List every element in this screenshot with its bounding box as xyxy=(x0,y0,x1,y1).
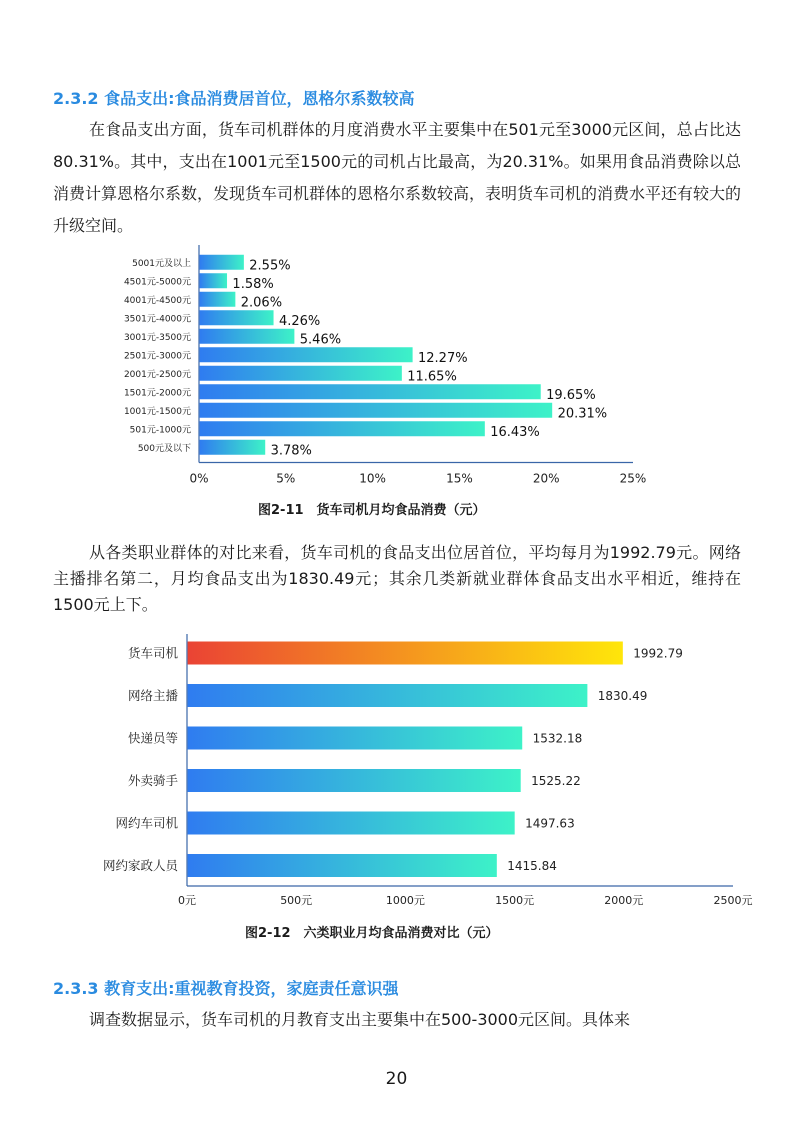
chart1-x-tick-label: 20% xyxy=(532,471,560,486)
chart1-category-label: 5001元及以上 xyxy=(132,258,191,269)
chart1-bar xyxy=(200,403,553,418)
occupation-food-comparison-chart xyxy=(0,632,793,912)
chart2-x-tick-label: 2000元 xyxy=(604,894,644,907)
chart2-bar xyxy=(188,684,588,707)
chart2-category-label: 网约家政人员 xyxy=(102,858,178,873)
chart1-category-label: 500元及以下 xyxy=(137,443,191,454)
chart1-data-label: 5.46% xyxy=(299,332,342,348)
chart2-category-label: 快递员等 xyxy=(127,730,178,746)
chart1-x-tick-label: 15% xyxy=(446,471,473,486)
comparison-paragraph: 从各类职业群体的对比来看，货车司机的食品支出位居首位，平均每月为1992.79元。网络主播排名第二，月均食品支出为1830.49元；其余几类新就业群体食品支出水平相近，维持在1500元上下。 xyxy=(53,543,741,614)
chart1-category-label: 4001元-4500元 xyxy=(123,295,191,306)
chart1-category-label: 2001元-2500元 xyxy=(123,369,191,380)
chart1-category-label: 3001元-3500元 xyxy=(123,332,191,343)
chart1-data-label: 12.27% xyxy=(418,350,468,366)
chart1-data-label: 4.26% xyxy=(278,313,321,329)
chart1-data-label: 20.31% xyxy=(557,406,608,422)
chart2-category-label: 货车司机 xyxy=(127,645,178,661)
chart1-data-label: 16.43% xyxy=(490,424,540,440)
chart1-category-label: 1501元-2000元 xyxy=(123,388,191,399)
chart2-category-label: 网约车司机 xyxy=(115,815,178,831)
chart2-category-label: 外卖骑手 xyxy=(127,773,178,788)
chart2-data-label: 1497.63 xyxy=(525,816,575,831)
chart1-data-label: 3.78% xyxy=(270,443,312,459)
chart1-category-label: 4501元-5000元 xyxy=(123,277,191,288)
chart1-data-label: 11.65% xyxy=(407,369,457,385)
chart1-x-tick-label: 25% xyxy=(619,471,647,486)
chart1-x-tick-label: 10% xyxy=(359,471,386,486)
chart1-data-label: 19.65% xyxy=(546,387,596,403)
chart2-x-tick-label: 0元 xyxy=(178,894,196,907)
chart2-data-label: 1992.79 xyxy=(633,646,683,661)
chart1-bar xyxy=(200,366,402,381)
education-paragraph: 调查数据显示，货车司机的月教育支出主要集中在500-3000元区间。具体来 xyxy=(89,1010,631,1029)
chart1-data-label: 1.58% xyxy=(232,276,274,292)
section-heading-food: 2.3.2 食品支出:食品消费居首位，恩格尔系数较高 xyxy=(53,89,415,108)
chart1-category-label: 3501元-4000元 xyxy=(123,314,191,325)
chart2-data-label: 1525.22 xyxy=(531,774,581,788)
chart2-x-tick-label: 1000元 xyxy=(385,894,425,907)
chart1-bar xyxy=(200,347,413,362)
chart2-bar xyxy=(188,642,623,665)
chart2-x-tick-label: 2500元 xyxy=(713,894,753,907)
chart1-data-label: 2.06% xyxy=(240,295,283,311)
chart2-bar xyxy=(188,769,521,792)
chart1-bar xyxy=(200,421,485,436)
chart2-x-tick-label: 500元 xyxy=(280,894,313,907)
chart1-category-label: 1001元-1500元 xyxy=(123,406,191,417)
chart1-data-label: 2.55% xyxy=(249,258,291,274)
chart1-bar xyxy=(200,384,541,399)
chart1-caption: 图2-11 货车司机月均食品消费（元） xyxy=(258,503,486,518)
page-number: 20 xyxy=(385,1069,408,1089)
chart2-bar xyxy=(188,812,515,835)
chart2-data-label: 1830.49 xyxy=(597,689,648,703)
chart2-bar xyxy=(188,854,497,877)
chart2-data-label: 1415.84 xyxy=(507,859,557,873)
chart2-category-label: 网络主播 xyxy=(127,688,178,703)
chart2-caption: 图2-12 六类职业月均食品消费对比（元） xyxy=(245,926,499,941)
chart1-category-label: 2501元-3000元 xyxy=(123,351,191,362)
chart1-x-tick-label: 5% xyxy=(276,471,296,486)
chart1-bar xyxy=(200,255,244,270)
food-expense-distribution-chart xyxy=(0,240,793,500)
section-heading-education: 2.3.3 教育支出:重视教育投资，家庭责任意识强 xyxy=(53,979,399,998)
chart1-bar xyxy=(200,273,227,288)
chart2-bar xyxy=(188,727,523,750)
chart1-bar xyxy=(200,310,274,325)
chart1-category-label: 501元-1000元 xyxy=(129,425,191,436)
chart1-bar xyxy=(200,292,236,307)
chart2-data-label: 1532.18 xyxy=(532,731,583,746)
chart1-bar xyxy=(200,329,295,344)
chart2-x-tick-label: 1500元 xyxy=(495,894,535,907)
chart1-bar xyxy=(200,440,266,455)
food-paragraph: 在食品支出方面，货车司机群体的月度消费水平主要集中在501元至3000元区间，总占比达80.31%。其中，支出在1001元至1500元的司机占比最高，为20.31%。如果用食品消费除以总消费计算恩格尔系数，发现货车司机群体的恩格尔系数较高，表明货车司机的消费水平还有较大的升级空间。 xyxy=(53,120,742,235)
chart1-x-tick-label: 0% xyxy=(189,471,209,486)
